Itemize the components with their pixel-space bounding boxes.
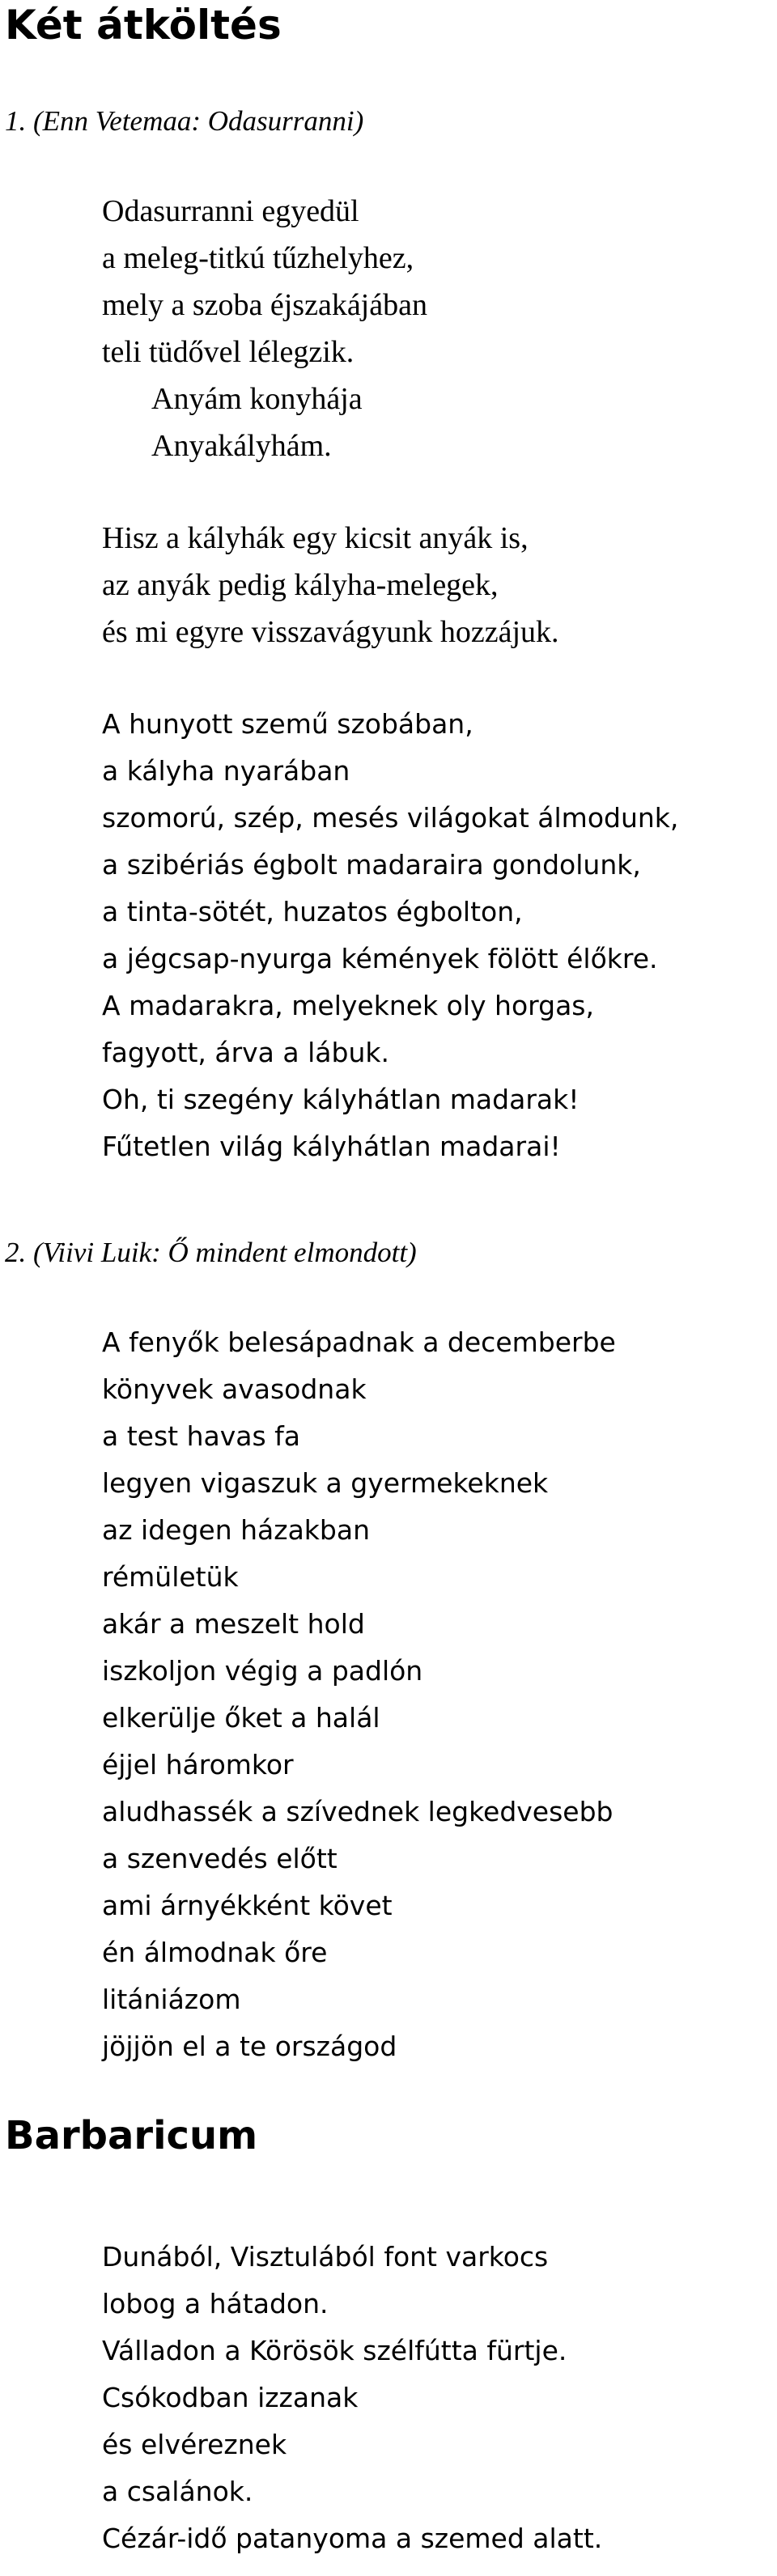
section-heading-1: 1. (Enn Vetemaa: Odasurranni): [5, 105, 364, 137]
poem-line: iszkoljon végig a padlón: [102, 1655, 423, 1687]
document-title: Két átköltés: [5, 2, 282, 49]
poem-line: legyen vigaszuk a gyermekeknek: [102, 1467, 549, 1499]
poem-line: az idegen házakban: [102, 1514, 370, 1546]
poem-line: a meleg-titkú tűzhelyhez,: [102, 241, 414, 275]
poem-line: az anyák pedig kályha-melegek,: [102, 568, 499, 602]
poem-line: litániázom: [102, 1984, 241, 2015]
poem-line: a jégcsap-nyurga kémények fölött élőkre.: [102, 943, 658, 974]
poem-line: a kályha nyarában: [102, 755, 350, 787]
poem-line: Válladon a Körösök szélfútta fürtje.: [102, 2335, 567, 2366]
poem-line: akár a meszelt hold: [102, 1608, 365, 1640]
poem-line: aludhassék a szívednek legkedvesebb: [102, 1796, 614, 1827]
poem-line: a szenvedés előtt: [102, 1843, 338, 1874]
poem-line: a test havas fa: [102, 1420, 300, 1452]
poem-line: és mi egyre visszavágyunk hozzájuk.: [102, 615, 559, 649]
poem-line: Hisz a kályhák egy kicsit anyák is,: [102, 521, 529, 555]
poem-line: a szibériás égbolt madaraira gondolunk,: [102, 849, 641, 881]
poem-line: A fenyők belesápadnak a decemberbe: [102, 1326, 616, 1358]
section-title-barbaricum: Barbaricum: [5, 2113, 258, 2158]
poem-line: a tinta-sötét, huzatos égbolton,: [102, 896, 523, 927]
poem-line: szomorú, szép, mesés világokat álmodunk,: [102, 802, 679, 834]
poem-line: lobog a hátadon.: [102, 2288, 329, 2319]
poem-line: én álmodnak őre: [102, 1937, 328, 1968]
poem-line: ami árnyékként követ: [102, 1890, 393, 1921]
poem-line: Oh, ti szegény kályhátlan madarak!: [102, 1084, 580, 1115]
poem-line: jöjjön el a te országod: [102, 2031, 397, 2062]
section-heading-2: 2. (Viivi Luik: Ő mindent elmondott): [5, 1237, 417, 1268]
poem-line: Dunából, Visztulából font varkocs: [102, 2241, 549, 2273]
poem-line: Csókodban izzanak: [102, 2382, 359, 2413]
poem-line: rémületük: [102, 1561, 239, 1593]
poem-line: elkerülje őket a halál: [102, 1702, 380, 1734]
poem-line: Cézár-idő patanyoma a szemed alatt.: [102, 2523, 603, 2554]
poem-line: Anyakályhám.: [151, 429, 332, 463]
poem-line: Odasurranni egyedül: [102, 194, 359, 228]
poem-line: éjjel háromkor: [102, 1749, 294, 1780]
poem-line: Anyám konyhája: [151, 382, 363, 416]
poem-line: a csalánok.: [102, 2476, 253, 2507]
poem-line: könyvek avasodnak: [102, 1373, 367, 1405]
poem-line: és elvéreznek: [102, 2429, 287, 2460]
poem-line: A hunyott szemű szobában,: [102, 708, 473, 740]
poem-line: Fűtetlen világ kályhátlan madarai!: [102, 1131, 561, 1162]
poem-line: mely a szoba éjszakájában: [102, 288, 427, 322]
poem-line: fagyott, árva a lábuk.: [102, 1037, 389, 1068]
poem-line: A madarakra, melyeknek oly horgas,: [102, 990, 594, 1021]
poem-line: teli tüdővel lélegzik.: [102, 335, 355, 369]
